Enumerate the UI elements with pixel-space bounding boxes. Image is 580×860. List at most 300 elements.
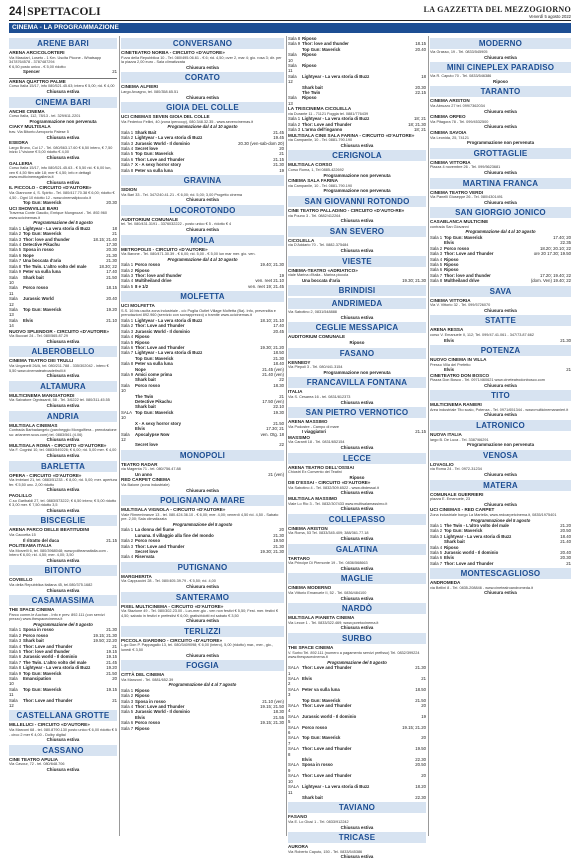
- film-title: Elvis: [135, 426, 146, 432]
- screen-label: Sala 10: [9, 676, 18, 687]
- showtimes: 19: [279, 272, 284, 278]
- film-title: Thor: love and thunder: [23, 648, 70, 654]
- film-title: Riposo: [444, 261, 459, 267]
- screen-label: [288, 429, 302, 434]
- cinema-name: AUDITORIUM COMUNALE: [121, 216, 179, 222]
- cinema-name: LA TRISCINEMA CICOLELLA: [288, 106, 352, 112]
- cinema-name: CINEMA MODERNO: [288, 585, 332, 591]
- cinema-name: RED CARPET CINEMA: [121, 477, 171, 483]
- showtimes: 20.40: [415, 46, 426, 52]
- status-note: Chiusura estiva: [340, 506, 374, 512]
- screen-label: [430, 338, 444, 343]
- film-title: I viaggiatori: [302, 429, 327, 435]
- screen-label: Sala 3: [288, 127, 301, 133]
- film-title: Una boccata d'aria: [302, 277, 341, 283]
- cinema-name: CINEMA ARISTON: [288, 525, 328, 531]
- film-title: Sposa in rosso: [135, 698, 166, 704]
- film-title: Thor: Love and Thunder: [23, 643, 73, 649]
- film-title: Peter va sulla luna: [135, 361, 173, 367]
- screen-label: SALA 10: [121, 409, 132, 421]
- cinema-info: Via Pitagora 78 - Tel. 099/4532500: [430, 119, 489, 124]
- status-note: Chiusura estiva: [186, 94, 219, 100]
- screening-row: [9, 318, 117, 329]
- cinema-info: Zona industriale borgo La Martella, www.redcarpetcinema.it, 0835/1975401: [430, 513, 557, 517]
- showtimes: 17.30: [106, 242, 117, 248]
- status-note: Chiusura estiva: [484, 199, 517, 205]
- screening-row: [121, 284, 284, 289]
- showtimes: 21.15: [415, 429, 426, 435]
- film-title: Secret love: [135, 442, 158, 448]
- film-title: Elvis: [302, 757, 313, 763]
- cinema-info: Largo Arcagno, tel. 080/358.65.51: [121, 89, 179, 94]
- cinema-name: PICCOLA GIARDINO - CIRCUITO «D'AUTORE»: [121, 637, 223, 643]
- status-note: Chiusura estiva: [46, 487, 80, 493]
- cinema-name: MARGHERITA: [121, 573, 152, 579]
- film-title: Thor: love and thunder: [302, 41, 349, 47]
- film-title: Peter va sulla luna: [302, 686, 340, 692]
- cinema-name: CASABLANCA MULTICINE: [430, 219, 489, 225]
- city-heading: ANDRIA: [9, 411, 117, 422]
- cinema-name: IL PICCOLO - CIRCUITO «D'AUTORE»: [9, 185, 92, 191]
- showtimes: 20: [421, 735, 426, 741]
- screen-label: Sala 4: [121, 334, 134, 340]
- city-heading: MARTINA FRANCA: [430, 178, 571, 189]
- screening-row: [288, 676, 426, 687]
- programme-note: Programmazione dal 4 al 10 agosto: [465, 229, 536, 235]
- screen-label: Sala 14: [9, 317, 18, 329]
- cinema-name: MULTISALA ROMA - CIRCUITO «D'AUTORE»: [9, 442, 107, 448]
- cinema-info: trav. Via Bitonto Aeroporto Palese 5: [9, 129, 69, 134]
- screen-label: Sala 2: [430, 245, 443, 251]
- film-title: Riposo: [444, 267, 459, 273]
- page-header: [9, 6, 571, 21]
- film-title: Elvis: [23, 317, 34, 323]
- cinema-name: ARENA MASSIMO: [288, 419, 328, 425]
- cinema-info: Via Caranti 18 - Tel. 0831/652154: [288, 440, 345, 445]
- screen-label: Sala 4: [121, 278, 134, 284]
- screen-label: Sala 3: [121, 272, 134, 278]
- cinema-info: Corso Italia 15/17, info 080/521.45.63; intero € 5,00; rid. € 4,00: [9, 84, 115, 89]
- cinema-info: Area industriale Tito scalo, Potenza - Tel. 0971/651344 - www.multicinemaranieri.it: [430, 407, 569, 412]
- film-title: Riposo: [302, 36, 317, 41]
- film-title: Nope: [135, 366, 146, 372]
- screen-label: Sala 7: [121, 162, 134, 168]
- cinema-name: COVIELLO: [9, 577, 33, 583]
- screen-label: [288, 795, 302, 800]
- cinema-info: S.S. 16 bis uscita zona industriale - c/o Puglia Outlet Village Molfetta (Ba). Info, prevendita e prenotazioni 892.960 (servizio con sovrapprezzo) o tramite www.ucicinemas.it: [121, 308, 276, 318]
- screening-row: [9, 285, 117, 296]
- cinema-name: ARENA TEATRO DELL'OSSIAI: [288, 464, 354, 470]
- cinema-name: CINE TEATRO PALLADINO - CIRCUITO «D'AUTO-RE»: [288, 208, 405, 214]
- status-note: Chiusura estiva: [186, 583, 219, 589]
- film-title: Top Gun: Maverick: [23, 231, 62, 237]
- cinema-info: Chiostri Ex Convento dei Teatini: [288, 470, 342, 475]
- screen-label: Sala 3: [121, 328, 134, 334]
- city-heading: COLLEPASSO: [288, 514, 426, 525]
- programme-note: Programmazione dal 4 al 10 agosto: [167, 124, 238, 130]
- screen-label: Sala 8: [121, 167, 134, 173]
- film-title: Riposo: [135, 339, 150, 345]
- issue-date: Venerdì 5 agosto 2022: [528, 14, 571, 19]
- screen-label: Sala 1: [9, 225, 22, 231]
- film-title: Top Gun: Maverick: [135, 409, 174, 415]
- cinema-name: UCI MOLFETTA: [121, 303, 155, 309]
- screen-label: Sala 2: [9, 632, 22, 638]
- city-heading: CONVERSANO: [121, 38, 284, 49]
- screening-row: [121, 554, 284, 559]
- screen-label: SALA 8: [288, 746, 299, 757]
- screening-row: [9, 698, 117, 709]
- film-title: Thor: love and thunder: [444, 272, 491, 278]
- screen-label: Sala 1: [288, 116, 301, 122]
- showtimes: 21.30: [106, 252, 117, 258]
- status-note: Chiusura estiva: [340, 490, 374, 496]
- cinema-name: CIAKY MULTISALA: [9, 124, 51, 130]
- film-title: Thor: Love and Thunder: [135, 323, 185, 329]
- showtimes: ven. Otg. 18: [260, 431, 284, 437]
- status-note: Chiusura estiva: [340, 444, 374, 450]
- cinema-info: Via Sabotino 2, 0831/548888: [288, 310, 337, 315]
- city-heading: FASANO: [288, 348, 426, 359]
- film-title: Porco rosso: [444, 245, 470, 251]
- section-title: SPETTACOLI: [27, 6, 101, 18]
- cinema-info: Corso Roma, 1, Tel 0885-422692: [288, 168, 344, 173]
- film-title: Spencer: [23, 69, 40, 75]
- film-title: Riservata: [135, 554, 155, 560]
- showtimes: 21.30: [560, 337, 571, 343]
- film-title: Riposo: [302, 95, 317, 101]
- city-heading: BARLETTA: [9, 461, 117, 472]
- showtimes: 21: [279, 393, 284, 399]
- cinema-info: Via Piepoli 3 - Tel. 080/441.3154: [288, 365, 343, 370]
- film-title: Multheiland drive: [444, 278, 480, 284]
- film-title: The Twin: [135, 393, 154, 399]
- showtimes: 18.15: [106, 285, 117, 291]
- showtimes: 21.50: [106, 670, 117, 676]
- screening-row: [9, 687, 117, 698]
- film-title: Lightyear - La vera storia di Buzz: [135, 350, 203, 356]
- city-heading: BITONTO: [9, 565, 117, 576]
- screen-label: Sala 5: [9, 648, 22, 654]
- status-note: Chiusura estiva: [340, 142, 374, 148]
- showtimes: 18.20: [415, 784, 426, 790]
- cinema-info: Via Caccetta 15: [9, 533, 36, 537]
- showtimes: 19.40; 21.30: [260, 262, 284, 268]
- screening-row: [288, 735, 426, 746]
- showtimes: 17.40; 20: [553, 234, 571, 240]
- showtimes: 18.20; 20.10; 22: [539, 245, 571, 251]
- film-title: Top Gun: Maverick: [302, 46, 341, 52]
- header-divider: [24, 6, 26, 16]
- programme-note: Programmazione dal 4 al 7 agosto: [168, 682, 237, 688]
- film-title: Jurassic world - Il dominio: [444, 550, 499, 556]
- status-note: Chiusura estiva: [186, 652, 219, 658]
- showtimes: 21: [566, 560, 571, 566]
- showtimes: 19.15: [106, 654, 117, 660]
- cinema-info: piazza E. Emanuele, 23: [430, 497, 471, 502]
- film-title: Emancipation: [23, 676, 52, 681]
- cinema-info: Piazza 4 novembre 26 - Tel. 099/5623681: [430, 165, 501, 170]
- screen-label: Sala 1: [121, 317, 134, 323]
- city-heading: LOCOROTONDO: [121, 205, 284, 216]
- city-heading: CORATO: [121, 72, 284, 83]
- status-note: Chiusura estiva: [46, 88, 80, 94]
- showtimes: 20: [112, 676, 117, 681]
- showtimes: 19.30; 21.30: [260, 548, 284, 554]
- screen-label: SALA 5: [288, 713, 299, 725]
- film-title: Jurassic World - Il dominio: [135, 140, 190, 146]
- showtimes: ven. reet 19; 21.45: [248, 283, 284, 289]
- programme-note: Programmazione del 5 agosto: [33, 621, 93, 627]
- cinema-name: CINEMA VITTORIA: [430, 297, 471, 303]
- cinema-name: ITALIA: [288, 389, 303, 395]
- showtimes: 18; 21.30: [408, 121, 426, 127]
- cinema-name: KENNEDY: [288, 359, 311, 365]
- screening-row: [288, 687, 426, 698]
- film-title: The Twin - L'altro volto del male: [444, 523, 509, 528]
- programme-note: Programmazione del 5 agosto: [172, 521, 233, 527]
- city-heading: VENOSA: [430, 450, 571, 461]
- cinema-name: UCI CINEMAS SEVEN GIOIA DEL COLLE: [121, 114, 210, 120]
- cinema-name: CINEMA TEATRO VERDI: [430, 189, 484, 195]
- showtimes: 19: [279, 167, 284, 173]
- status-note: Riposo: [493, 78, 508, 84]
- showtimes: 21: [112, 69, 117, 75]
- showtimes: 19.15: [106, 648, 117, 654]
- screen-label: Sala 5: [121, 283, 134, 289]
- film-title: Lightyear - La vera storia di Buzz: [444, 533, 512, 539]
- city-heading: CASAMASSIMA: [9, 595, 117, 606]
- screen-label: Sala 3: [121, 140, 134, 146]
- screen-label: SALA 9: [288, 762, 299, 773]
- screen-label: Sala 2: [121, 323, 134, 329]
- screen-label: Sala 11: [9, 285, 18, 296]
- showtimes: 21.55: [273, 714, 284, 720]
- film-title: Elvis: [302, 675, 313, 681]
- film-title: Elvis: [135, 714, 146, 720]
- status-note: Chiusura estiva: [340, 595, 374, 601]
- cinema-info: Contrada Barbadangelo (parcheggio Mongolfiera - prenotazione su: arianerer.scus.com) tel. 0883/561 (4.06): [9, 428, 117, 437]
- showtimes: 17.40: [273, 323, 284, 329]
- status-note: Chiusura estiva: [186, 618, 219, 624]
- showtimes: 21.30: [106, 258, 117, 264]
- city-heading: MODERNO: [430, 38, 571, 49]
- screen-label: Sala 13: [288, 95, 297, 106]
- film-title: Thor: Love and Thunder: [302, 746, 352, 752]
- screen-label: Sala 1: [430, 523, 443, 528]
- screening-row: [430, 338, 571, 343]
- cinema-name: MULTISALA MASSIMO: [288, 496, 338, 502]
- film-title: Top Gun: Maverick: [23, 306, 62, 312]
- showtimes: 22.15: [415, 90, 426, 96]
- screen-label: Sala 12: [9, 697, 18, 709]
- cinema-info: corso V. Emanuele II, 112; Tel. 099/47.41.061 - 347/73.87.662: [430, 332, 534, 337]
- screen-label: Sala 12: [288, 73, 297, 85]
- film-title: Thor: Love and Thunder: [302, 665, 352, 671]
- screening-row: [9, 296, 117, 307]
- showtimes: 20.30: [560, 555, 571, 561]
- film-title: Riposo: [444, 256, 459, 262]
- screen-label: Sala 4: [121, 704, 134, 710]
- cinema-name: PAOLILLO: [9, 493, 32, 499]
- screen-label: Sala 8: [288, 36, 301, 41]
- film-title: Riposo: [135, 267, 150, 273]
- city-heading: CEGLIE MESSAPICA: [288, 322, 426, 333]
- cinema-name: GALLERIA: [9, 160, 33, 166]
- cinema-info: Traversa Conte Gaudio, Enrique Mungnozzi - Tel. 892.960 www.ucicinemas.it: [9, 211, 107, 220]
- status-note: Chiusura estiva: [46, 179, 80, 185]
- cinema-name: CINE TEATRO APULIA: [9, 756, 58, 762]
- cinema-info: via Durante 11 - 71121 Foggia tel. 0881/776439: [288, 111, 369, 116]
- cinema-info: Corso Italia, 112, 78/13 - tel. 329/611.2201: [9, 114, 81, 119]
- city-heading: MINI CINEPLEX PARADISO: [430, 62, 571, 73]
- showtimes: 21.30: [273, 162, 284, 168]
- film-title: Detective Pikachu: [23, 242, 60, 248]
- film-title: Una boccata d'aria: [23, 258, 62, 264]
- film-title: Shark bait: [302, 84, 323, 90]
- cinema-name: CINEMA TEATRO DEI TRULLI: [9, 358, 74, 364]
- screen-label: [121, 442, 135, 447]
- cinema-name: CINEMA ARISTON: [430, 98, 470, 104]
- city-heading: SAN PIETRO VERNOTICO: [288, 407, 426, 418]
- status-note: Programmazione non pervenuta: [323, 369, 391, 375]
- showtimes: 22.35: [560, 240, 571, 246]
- cinema-info: Via Marconi 68 - tel. 080.8790.130 posto unico € 6,00 ridotto € 5 - circo 2 mer € 4,00 - Dolby digital: [9, 728, 118, 737]
- film-title: Top Gun: Maverick: [135, 151, 174, 157]
- film-title: Thor: Love and Thunder: [444, 251, 494, 257]
- film-title: Porco rosso: [135, 382, 161, 388]
- cinema-info: Via Principe Di Piemonte 19 - Tel. 0836/568663: [288, 561, 368, 566]
- screen-label: Sala 8: [121, 361, 134, 367]
- status-note: Chiusura estiva: [46, 373, 80, 379]
- screen-label: SALA 3: [288, 686, 299, 698]
- city-heading: CASTELLANA GROTTE: [9, 710, 117, 721]
- cinema-info: Via E. Lo Giusi 1 - Tel. 0833/912242: [288, 819, 349, 824]
- listing-column-3: [288, 36, 426, 860]
- film-title: Thor: Love and Thunder: [302, 773, 352, 779]
- status-note: Programmazione non pervenuta: [466, 442, 535, 448]
- cinema-info: Via S. Cesarea 16 - tel. 0831/812373: [288, 394, 351, 399]
- cinema-info: via Magenta 71 - tel. 080/756.47.88: [121, 467, 181, 472]
- cinema-info: largo B. De Luca - Tel. 3387/66291: [430, 437, 489, 442]
- film-title: Lightyear - La vera storia di Buzz: [135, 135, 203, 141]
- cinema-info: Via Cappuccini 28 - Tel. 080/405.39.79 - € 5,50; rid. 4,00: [121, 579, 216, 584]
- screen-label: Sala 1: [121, 687, 134, 693]
- showtimes: ven. reet 21.10: [255, 278, 284, 284]
- film-title: Apocalypse Now: [135, 431, 170, 437]
- film-title: Il ritratto del duca: [23, 537, 60, 543]
- screen-label: Sala 2: [121, 267, 134, 273]
- status-note: Chiusura estiva: [340, 854, 374, 860]
- city-heading: LATRONICO: [430, 420, 571, 431]
- cinema-name: CINETEATRO NORBA - CIRCUITO «D'AUTORE»: [121, 50, 225, 55]
- film-title: Lightyear - La vera storia di Buzz: [135, 317, 203, 323]
- city-heading: GALATINA: [288, 544, 426, 555]
- showtimes: ore 20 17.30; 19.50: [533, 251, 571, 257]
- cinema-name: AURORA: [288, 844, 309, 850]
- film-title: Jurassic World: [23, 296, 54, 302]
- screening-row: [288, 63, 426, 74]
- cinema-info: Via Manzoni - Tel. 0881/652.39: [121, 677, 174, 682]
- screen-label: Sala 10: [9, 274, 18, 285]
- screen-label: Sala 7: [121, 725, 134, 731]
- cinema-info: tel. Tel. 080/431.3191 - 3376032222 - posto unico € 5 - ridotto € 4: [121, 222, 232, 227]
- listing-column-1: [9, 36, 117, 836]
- status-note: Chiusura estiva: [186, 487, 219, 493]
- city-heading: PUTIGNANO: [121, 562, 284, 573]
- newspaper-title: LA GAZZETTA DEL MEZZOGIORNO: [423, 5, 571, 14]
- showtimes: 18.30: [273, 382, 284, 388]
- screen-label: [430, 367, 444, 372]
- screen-label: Sala 3: [430, 533, 443, 539]
- screen-label: Sala 11: [9, 686, 18, 698]
- city-heading: MONTESCAGLIOSO: [430, 568, 571, 579]
- showtimes: 20: [279, 145, 284, 151]
- status-note: Chiusura estiva: [484, 412, 517, 418]
- film-title: Multiheiland drive: [135, 278, 172, 284]
- status-note: Chiusura estiva: [340, 536, 374, 542]
- film-title: Sposa in rosso: [23, 247, 54, 253]
- showtimes: 20.45: [273, 328, 284, 334]
- cinema-name: CINEMA SALA FARINA: [288, 178, 338, 184]
- film-title: Lunana. Il villaggio alla fine del mondo: [135, 532, 214, 538]
- status-note: Programmazione non pervenuta: [466, 140, 535, 146]
- city-heading: NARDÒ: [288, 603, 426, 614]
- screening-row: [288, 74, 426, 85]
- cinema-name: PIXEL MULTICINEMA - CIRCUITO «D'AUTORE»: [121, 603, 224, 609]
- status-note: Chiusura estiva: [340, 314, 374, 320]
- showtimes: 19.50: [273, 538, 284, 544]
- cinema-name: THE SPACE CINEMA: [288, 644, 334, 650]
- film-title: Jurassic World - Il dominio: [135, 709, 190, 715]
- status-note: Chiusura estiva: [484, 307, 517, 313]
- showtimes: 21: [421, 675, 426, 681]
- cinema-info: Via F. Cognisi 10, tel. 0883/549226; € 6,00; rid. 5,00 mer. € 4,00: [9, 448, 117, 453]
- film-title: Top Gun: Maverick: [302, 697, 341, 703]
- screen-label: Sala 10: [288, 52, 297, 63]
- screen-label: Sala 6: [121, 720, 134, 726]
- screen-label: Sala 9: [9, 670, 22, 676]
- city-heading: STATTE: [430, 315, 571, 326]
- showtimes: 19.15; 21.30: [260, 720, 284, 726]
- city-heading: MONOPOLI: [121, 450, 284, 461]
- city-heading: SAN SEVERO: [288, 226, 426, 237]
- film-title: 8 e 1/2: [135, 283, 149, 289]
- screen-label: Sala 7: [430, 560, 443, 566]
- screen-label: Sala 5: [9, 247, 22, 253]
- status-note: Chiusura estiva: [186, 226, 219, 232]
- film-title: Secret love: [135, 548, 158, 554]
- column-divider: [428, 36, 429, 836]
- showtimes: 20.40: [560, 550, 571, 556]
- cinema-name: LOVAGLIO: [430, 461, 454, 467]
- screen-label: Sala 1: [430, 234, 443, 240]
- cinema-name: CINEMA ALFIERI: [121, 84, 158, 90]
- city-heading: FOGGIA: [121, 660, 284, 671]
- screen-label: Sala 3: [430, 251, 443, 257]
- city-heading: SAN GIOVANNI ROTONDO: [288, 196, 426, 207]
- city-heading: CINEMA BARI: [9, 97, 117, 108]
- status-note: Chiusura estiva: [484, 108, 517, 114]
- showtimes: 18.30: [273, 709, 284, 715]
- cinema-name: NUOVA ITALIA: [430, 432, 462, 438]
- showtimes: 19: [421, 713, 426, 719]
- showtimes: 18.30; 22: [99, 263, 117, 269]
- film-title: Thor: Love and Thunder: [302, 703, 352, 708]
- showtimes: 19.30; 21.30: [402, 277, 426, 283]
- showtimes: 19.45: [273, 135, 284, 141]
- film-title: Shark bait: [444, 539, 465, 545]
